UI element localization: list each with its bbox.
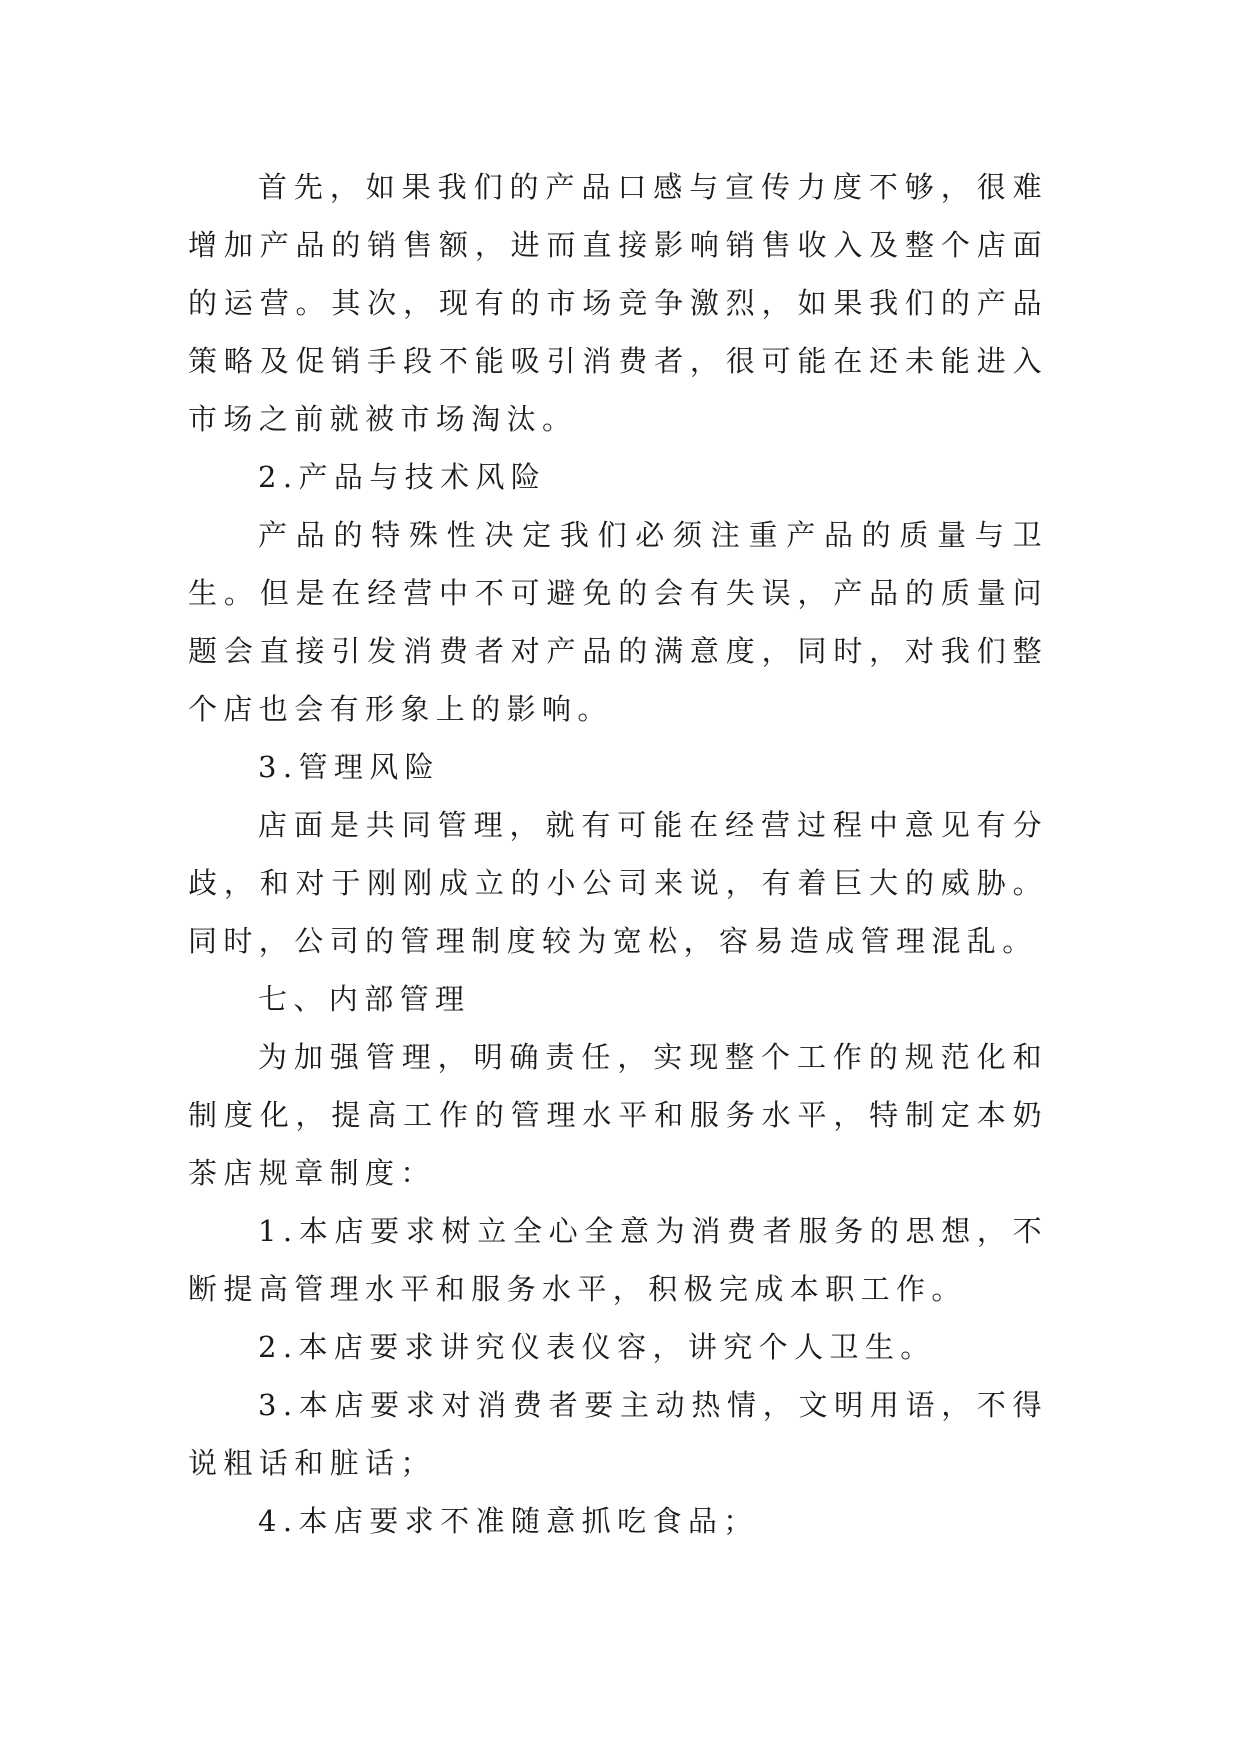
rule-item-4: 4.本店要求不准随意抓吃食品； xyxy=(258,1504,759,1538)
paragraph-market-risk: 首先，如果我们的产品口感与宣传力度不够，很难增加产品的销售额，进而直接影响销售收入及整个店面的运营。其次，现有的市场竞争激烈，如果我们的产品策略及促销手段不能吸引消费者，很可能在还未能进入市场之前就被市场淘汰。 xyxy=(188,170,1048,436)
heading-management-risk: 3.管理风险 xyxy=(258,750,441,784)
rule-item-1: 1.本店要求树立全心全意为消费者服务的思想，不断提高管理水平和服务水平，积极完成本职工作。 xyxy=(188,1214,1048,1306)
heading-internal-management: 七、内部管理 xyxy=(258,982,471,1016)
document-body xyxy=(188,158,1048,1550)
rule-item-3: 3.本店要求对消费者要主动热情，文明用语，不得说粗话和脏话； xyxy=(188,1388,1048,1480)
heading-product-tech-risk: 2.产品与技术风险 xyxy=(258,460,547,494)
paragraph-product-risk: 产品的特殊性决定我们必须注重产品的质量与卫生。但是在经营中不可避免的会有失误，产品的质量问题会直接引发消费者对产品的满意度，同时，对我们整个店也会有形象上的影响。 xyxy=(188,518,1048,726)
rule-item-2: 2.本店要求讲究仪表仪容，讲究个人卫生。 xyxy=(258,1330,936,1364)
paragraph-internal-management: 为加强管理，明确责任，实现整个工作的规范化和制度化，提高工作的管理水平和服务水平，特制定本奶茶店规章制度： xyxy=(188,1040,1048,1190)
paragraph-management-risk: 店面是共同管理，就有可能在经营过程中意见有分歧，和对于刚刚成立的小公司来说，有着巨大的威胁。同时，公司的管理制度较为宽松，容易造成管理混乱。 xyxy=(188,808,1048,958)
